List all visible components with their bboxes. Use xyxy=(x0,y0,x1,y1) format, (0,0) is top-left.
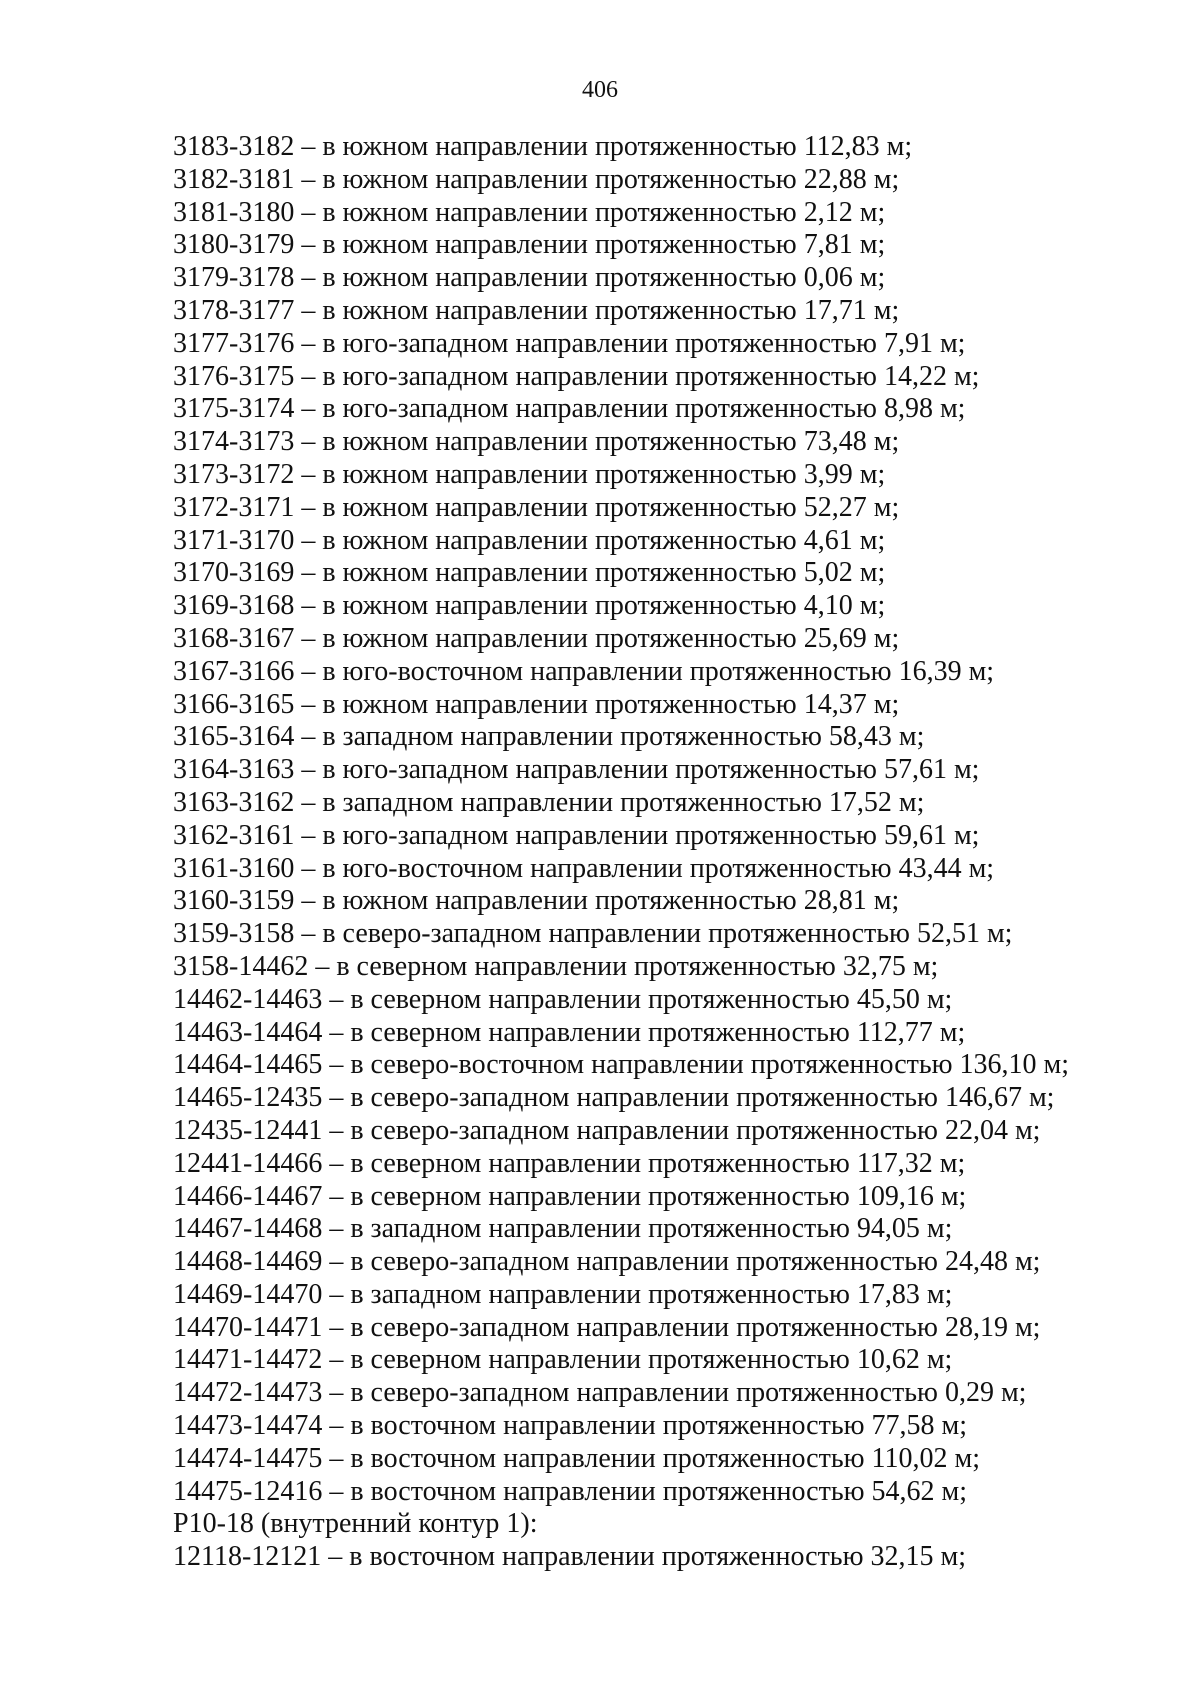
text-line: 14473-14474 – в восточном направлении протяженностью 77,58 м; xyxy=(173,1410,968,1442)
text-line: 3170-3169 – в южном направлении протяженностью 5,02 м; xyxy=(173,557,886,589)
text-line: 3169-3168 – в южном направлении протяженностью 4,10 м; xyxy=(173,590,886,622)
text-line: 14474-14475 – в восточном направлении протяженностью 110,02 м; xyxy=(173,1442,980,1474)
text-line: 14467-14468 – в западном направлении протяженностью 94,05 м; xyxy=(173,1213,953,1245)
text-line: 3162-3161 – в юго-западном направлении протяженностью 59,61 м; xyxy=(173,819,980,851)
text-line: 3160-3159 – в южном направлении протяженностью 28,81 м; xyxy=(173,885,900,917)
text-line: 3166-3165 – в южном направлении протяженностью 14,37 м; xyxy=(173,688,900,720)
document-body xyxy=(173,131,1173,1574)
text-line: 14462-14463 – в северном направлении протяженностью 45,50 м; xyxy=(173,983,953,1015)
text-line: 12441-14466 – в северном направлении протяженностью 117,32 м; xyxy=(173,1147,966,1179)
text-line: 3159-3158 – в северо-западном направлении протяженностью 52,51 м; xyxy=(173,918,1013,950)
text-line: 12435-12441 – в северо-западном направлении протяженностью 22,04 м; xyxy=(173,1114,1041,1146)
text-line: 3178-3177 – в южном направлении протяженностью 17,71 м; xyxy=(173,294,900,326)
text-line: 3182-3181 – в южном направлении протяженностью 22,88 м; xyxy=(173,163,900,195)
text-line: 3183-3182 – в южном направлении протяженностью 112,83 м; xyxy=(173,131,913,162)
text-line: 3164-3163 – в юго-западном направлении протяженностью 57,61 м; xyxy=(173,754,980,786)
text-line: 3171-3170 – в южном направлении протяженностью 4,61 м; xyxy=(173,524,886,556)
text-line: 3167-3166 – в юго-восточном направлении протяженностью 16,39 м; xyxy=(173,655,995,687)
text-line: 3161-3160 – в юго-восточном направлении протяженностью 43,44 м; xyxy=(173,852,995,884)
text-line: 14472-14473 – в северо-западном направлении протяженностью 0,29 м; xyxy=(173,1377,1027,1409)
text-line: 14471-14472 – в северном направлении протяженностью 10,62 м; xyxy=(173,1344,953,1376)
text-line: 14465-12435 – в северо-западном направлении протяженностью 146,67 м; xyxy=(173,1082,1055,1114)
text-line: 3176-3175 – в юго-западном направлении протяженностью 14,22 м; xyxy=(173,360,980,392)
text-line: 3179-3178 – в южном направлении протяженностью 0,06 м; xyxy=(173,262,886,294)
text-line: 14470-14471 – в северо-западном направлении протяженностью 28,19 м; xyxy=(173,1311,1041,1343)
text-line: 14466-14467 – в северном направлении протяженностью 109,16 м; xyxy=(173,1180,967,1212)
text-line: 3165-3164 – в западном направлении протяженностью 58,43 м; xyxy=(173,721,925,753)
text-line: 3163-3162 – в западном направлении протяженностью 17,52 м; xyxy=(173,786,925,818)
text-line: 14475-12416 – в восточном направлении протяженностью 54,62 м; xyxy=(173,1475,968,1507)
text-line: 12118-12121 – в восточном направлении протяженностью 32,15 м; xyxy=(173,1541,966,1573)
text-line: 14469-14470 – в западном направлении протяженностью 17,83 м; xyxy=(173,1278,953,1310)
text-line: 3180-3179 – в южном направлении протяженностью 7,81 м; xyxy=(173,229,886,261)
text-line: 3173-3172 – в южном направлении протяженностью 3,99 м; xyxy=(173,458,886,490)
text-line: 3175-3174 – в юго-западном направлении протяженностью 8,98 м; xyxy=(173,393,966,425)
page-number: 406 xyxy=(582,77,618,103)
text-line: 14463-14464 – в северном направлении протяженностью 112,77 м; xyxy=(173,1016,966,1048)
text-line: 3177-3176 – в юго-западном направлении протяженностью 7,91 м; xyxy=(173,327,966,359)
text-line: 3168-3167 – в южном направлении протяженностью 25,69 м; xyxy=(173,622,900,654)
text-line: 14468-14469 – в северо-западном направлении протяженностью 24,48 м; xyxy=(173,1246,1041,1278)
text-line: 3158-14462 – в северном направлении протяженностью 32,75 м; xyxy=(173,950,939,982)
text-line: 3181-3180 – в южном направлении протяженностью 2,12 м; xyxy=(173,196,886,228)
text-line: 3174-3173 – в южном направлении протяженностью 73,48 м; xyxy=(173,426,900,458)
text-line: 14464-14465 – в северо-восточном направлении протяженностью 136,10 м; xyxy=(173,1049,1070,1081)
text-line: Р10-18 (внутренний контур 1): xyxy=(173,1508,538,1540)
text-line: 3172-3171 – в южном направлении протяженностью 52,27 м; xyxy=(173,491,900,523)
